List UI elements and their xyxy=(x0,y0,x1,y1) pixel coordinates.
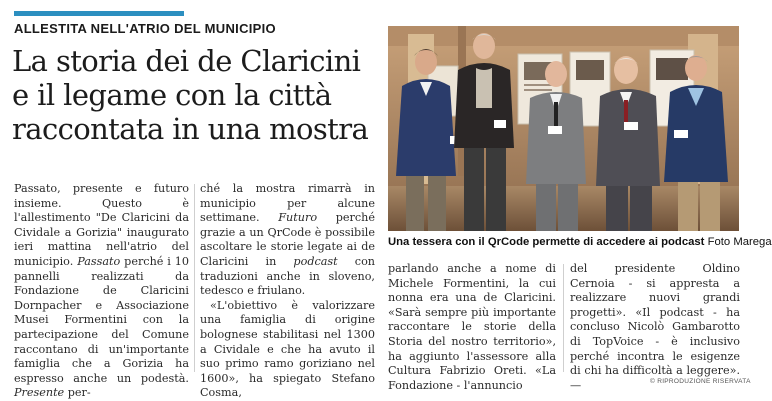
photo-caption xyxy=(388,236,772,248)
column-4-paragraph: del presidente Oldino Cernoia - si appresta a realizzare nuovi grandi progetti». «Il podcast - ha concluso Nicolò Gambarotto di TopVoice - è inclusivo perché incontra le esigenze di chi ha difficoltà a leggere». — xyxy=(570,262,740,392)
section-accent-bar xyxy=(14,11,184,16)
col2-intro: ché la mostra rimarrà in municipio per alcune settimane. xyxy=(200,182,375,225)
kicker: ALLESTITA NELL'ATRIO DEL MUNICIPIO xyxy=(14,21,276,36)
headline-line-1: La storia dei de Claricini xyxy=(12,44,361,78)
headline-line-3: raccontata in una mostra xyxy=(12,112,369,146)
photo-credit: Foto Marega xyxy=(707,236,772,248)
col1-tail: per- xyxy=(67,386,91,400)
headline xyxy=(12,44,377,146)
caption-text: Una tessera con il QrCode permette di accedere ai podcast xyxy=(388,236,705,248)
reproduction-notice: © RIPRODUZIONE RISERVATA xyxy=(650,378,751,385)
column-divider xyxy=(194,184,195,372)
article-column-4 xyxy=(570,262,740,393)
col1-intro: Passato, presente e futuro insieme. Questo è l'allestimento "De Claricini da Cividale a Gorizia" inaugurato ieri mattina nell'atrio del municipio. xyxy=(14,182,189,268)
col2-body: perché grazie a un QrCode è possibile ascoltare le storie legate ai de Claricini in xyxy=(200,211,375,268)
article-photo xyxy=(388,26,739,231)
col1-emphasis-presente: Presente xyxy=(14,386,65,400)
column-2-paragraph-2: «L'obiettivo è valorizzare una famiglia di origine bolognese stabilitasi nel 1300 a Cividale e che ha avuto il suo primo ramo goriziano nel 1600», ha spiegato Stefano Cosma, xyxy=(200,298,375,400)
col2-body-end: con traduzioni anche in sloveno, tedesco e friulano. xyxy=(200,254,376,298)
headline-line-2: e il legame con la città xyxy=(12,78,332,112)
article-column-1 xyxy=(14,182,189,401)
col1-body: perché i 10 pannelli realizzati da Fondazione de Claricini Dornpacher e Associazione Musei Formentini con la partecipazione del Comune raccontano di un'importante famiglia che a Gorizia ha espresso anche un podestà. xyxy=(14,254,189,385)
article-column-3 xyxy=(388,262,556,393)
col2-emphasis-podcast: podcast xyxy=(293,254,338,268)
col2-emphasis-futuro: Futuro xyxy=(278,211,318,225)
column-divider xyxy=(563,264,564,372)
col1-emphasis-passato: Passato xyxy=(77,254,121,268)
column-1-paragraph xyxy=(14,182,189,401)
column-3-paragraph: parlando anche a nome di Michele Formentini, la cui nonna era una de Claricini. «Sarà sempre più importante raccontare le storie della Storia del nostro territorio», ha aggiunto l'assessore alla Cultura Fabrizio Oreti. «La Fondazione - l'annuncio xyxy=(388,262,556,392)
column-2-paragraph-1 xyxy=(200,182,375,299)
article-column-2 xyxy=(200,182,375,401)
